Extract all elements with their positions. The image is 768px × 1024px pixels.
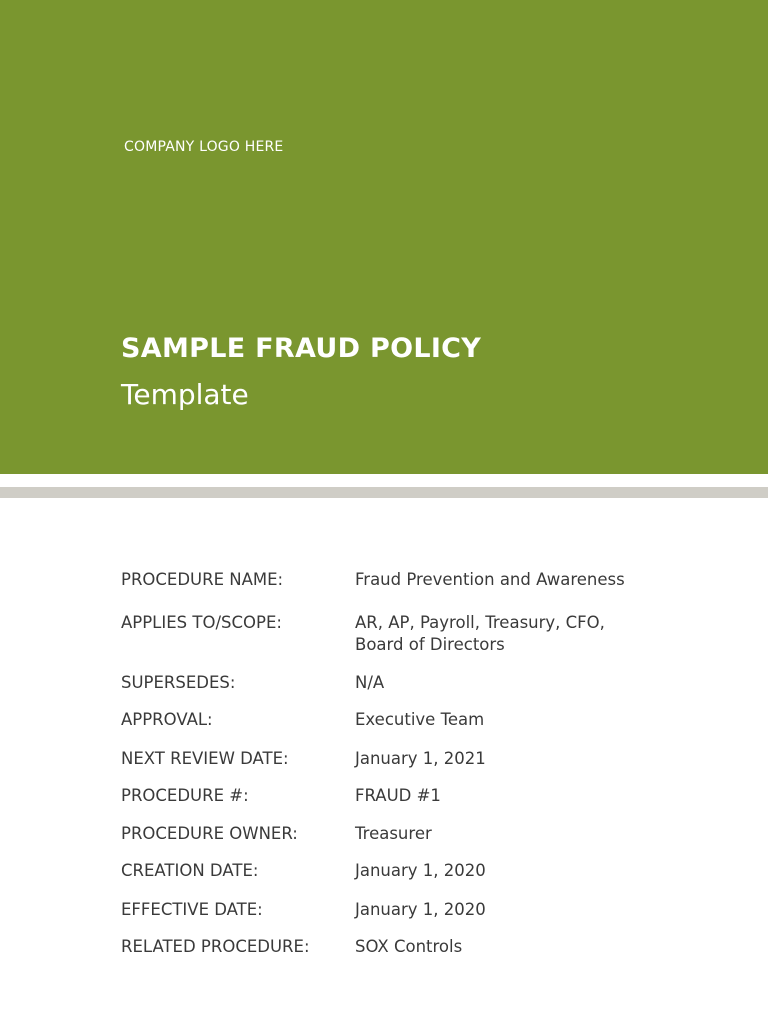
field-value: Executive Team — [355, 710, 485, 729]
field-label: CREATION DATE: — [121, 861, 259, 880]
field-value: January 1, 2020 — [355, 861, 486, 880]
divider-bar — [0, 487, 768, 498]
field-value: January 1, 2021 — [355, 749, 486, 768]
field-label: PROCEDURE NAME: — [121, 570, 284, 589]
field-label: PROCEDURE #: — [121, 786, 249, 805]
field-value: January 1, 2020 — [355, 900, 486, 919]
field-value: Treasurer — [355, 824, 432, 843]
field-value: AR, AP, Payroll, Treasury, CFO, Board of Directors — [355, 613, 605, 654]
company-logo-placeholder: COMPANY LOGO HERE — [124, 139, 284, 155]
field-label: EFFECTIVE DATE: — [121, 900, 263, 919]
field-label: APPROVAL: — [121, 710, 213, 729]
field-value: FRAUD #1 — [355, 786, 441, 805]
field-value: Fraud Prevention and Awareness — [355, 570, 625, 589]
field-label: RELATED PROCEDURE: — [121, 937, 310, 956]
header-band — [0, 0, 768, 474]
field-label: PROCEDURE OWNER: — [121, 824, 298, 843]
field-label: APPLIES TO/SCOPE: — [121, 613, 282, 632]
document-title: SAMPLE FRAUD POLICY — [121, 333, 482, 364]
document-subtitle: Template — [121, 378, 249, 411]
field-label: SUPERSEDES: — [121, 673, 236, 692]
field-label: NEXT REVIEW DATE: — [121, 749, 289, 768]
field-value: SOX Controls — [355, 937, 463, 956]
field-value: N/A — [355, 673, 385, 692]
